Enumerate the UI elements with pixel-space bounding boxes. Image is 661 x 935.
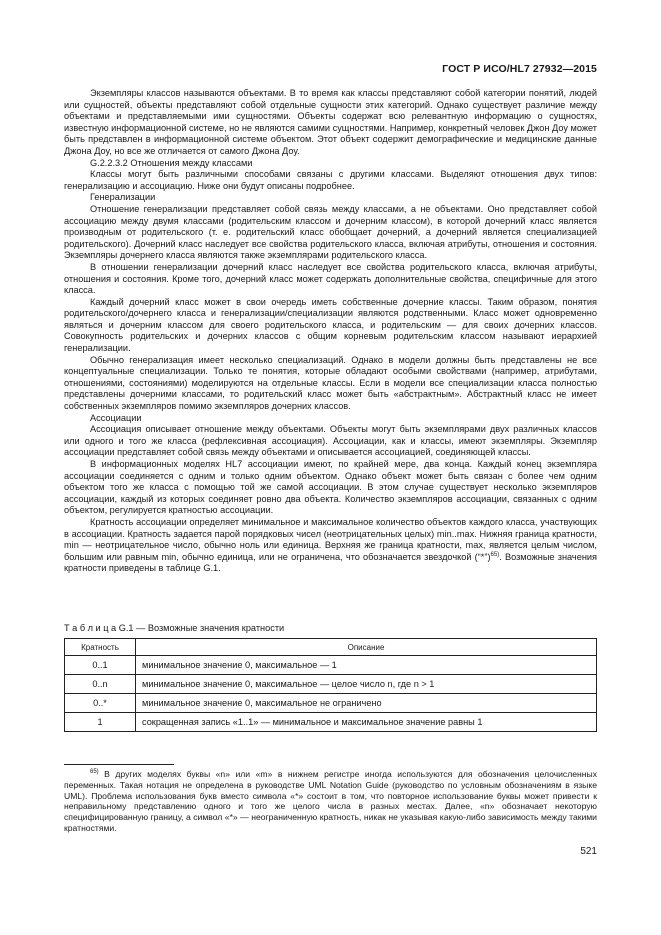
column-header-multiplicity: Кратность bbox=[65, 639, 136, 656]
body-text bbox=[64, 88, 597, 575]
multiplicity-cell: 0..n bbox=[65, 675, 136, 694]
table-row bbox=[65, 656, 597, 675]
footnote-mark: 65) bbox=[90, 769, 99, 776]
footnote-reference: 65) bbox=[490, 551, 500, 558]
table-caption: Т а б л и ц а G.1 — Возможные значения кратности bbox=[64, 623, 285, 633]
footnote bbox=[64, 769, 597, 834]
paragraph: Ассоциация описывает отношение между объектами. Объекты могут быть экземплярами двух различных классов или одного и того же класса (рефлексивная ассоциация). Ассоциации, как и классы, имеют экземпляры. Экземпляр ассоциации представляет собой связь между объектами и описывается ассоциацией, соединяющей классы. bbox=[64, 424, 597, 458]
description-cell: минимальное значение 0, максимальное — целое число n, где n > 1 bbox=[136, 675, 597, 694]
table-row bbox=[65, 713, 597, 732]
paragraph: Каждый дочерний класс может в свои очередь иметь собственные дочерние классы. Таким образом, понятия родительского/дочернего класса и генерализации/специализации являются родственными. Класс может одновременно являться и дочерним классом для своего родительского класса, и родительским — для своих дочерних классов. Совокупность родительских и дочерних классов с общим корневым родительским классом называют иерархией генерализации. bbox=[64, 296, 597, 354]
subheading-associations: Ассоциации bbox=[90, 412, 142, 423]
paragraph: Экземпляры классов называются объектами. В то время как классы представляют собой категории понятий, людей или сущностей, объекты представляют собой отдельные сущности этих категорий. Однако существует различие между объектами и представляемыми ими сущностями. Объекты содержат всю релевантную информацию о сущностях, известную информационной системе, но не являются самими сущностями. Например, конкретный человек Джон Доу может быть представлен в информационной системе объектом. Этот объект содержит демографические и медицинские данные Джона Доу, но все же отличается от самого Джона Доу. bbox=[64, 88, 597, 156]
description-cell: минимальное значение 0, максимальное — 1 bbox=[136, 656, 597, 675]
page-number: 521 bbox=[580, 846, 597, 857]
table-row bbox=[65, 694, 597, 713]
paragraph: Классы могут быть различными способами связаны с другими классами. Выделяют отношения двух типов: генерализацию и ассоциацию. Ниже они будут описаны подробнее. bbox=[64, 169, 597, 191]
section-heading: G.2.2.3.2 Отношения между классами bbox=[90, 157, 253, 168]
document-header: ГОСТ Р ИСО/HL7 27932—2015 bbox=[442, 63, 597, 75]
footnote-separator bbox=[64, 764, 174, 765]
paragraph: Обычно генерализация имеет несколько специализаций. Однако в модели должны быть представлены не все концептуальные специализации. Только те понятия, которые обладают особыми свойствами (например, атрибутами, отношениями, состояниями) моделируются на отдельные классы. Если в модели все специализации класса полностью представлены дочерними классами, то родительский класс может быть «абстрактным». Абстрактный класс не имеет собственных экземпляров помимо экземпляров дочерних классов. bbox=[64, 354, 597, 412]
paragraph: В информационных моделях HL7 ассоциации имеют, по крайней мере, два конца. Каждый конец экземпляра ассоциации соединяется с одним и только одним объектом. Однако объект может быть связан с более чем одним объектом того же класса с помощью той же самой ассоциации. В этом случае существует несколько экземпляров ассоциации, каждый из которых соединяет ровно два объекта. Количество экземпляров ассоциации, связанных с одним объектом, регулируется кратностью ассоциации. bbox=[64, 459, 597, 516]
paragraph: Отношение генерализации представляет собой связь между классами, а не объектами. Оно представляет собой ассоциацию между двумя классами (родительским классом и дочерним классом), в которой дочерний класс является производным от родительского (т. е. родительский класс обобщает дочерний, а дочерний является специализацией родительского). Дочерний класс наследует все свойства родительского класса, включая атрибуты, отношения и состояния. Экземпляры дочернего класса являются также экземплярами родительского класса. bbox=[64, 203, 597, 261]
multiplicity-cell: 0..1 bbox=[65, 656, 136, 675]
subheading-generalizations: Генерализации bbox=[90, 192, 156, 203]
description-cell: минимальное значение 0, максимальное не ограничено bbox=[136, 694, 597, 713]
paragraph-text: . Возможные значения кратности приведены в таблице G.1. bbox=[64, 551, 598, 574]
multiplicity-table bbox=[64, 638, 597, 732]
table-header-row bbox=[65, 639, 597, 656]
column-header-description: Описание bbox=[136, 639, 597, 656]
paragraph bbox=[64, 517, 597, 575]
description-cell: сокращенная запись «1..1» — минимальное и максимальное значение равны 1 bbox=[136, 713, 597, 732]
paragraph-text: Кратность ассоциации определяет минимальное и максимальное количество объектов каждого класса, участвующих в ассоциации. Кратность задается парой порядковых чисел (неотрицательных целых) min..max. Нижняя граница кратности, min — неотрицательное число, обычно ноль или единица. Верхняя же граница кратности, max, является целым числом, большим или равным min, обычно единица, или не ограничена, что обозначается звездочкой (“*”) bbox=[64, 516, 597, 562]
paragraph: В отношении генерализации дочерний класс наследует все свойства родительского класса, включая атрибуты, отношения и состояния. Кроме того, дочерний класс может содержать дополнительные свойства, специфичные для этого класса. bbox=[64, 261, 597, 296]
multiplicity-cell: 1 bbox=[65, 713, 136, 732]
footnote-text: В других моделях буквы «n» или «m» в нижнем регистре иногда используются для обозначения целочисленных переменных. Такая нотация не определена в руководстве UML Notation Guide (руководство по условным обозначениям в языке UML). Проблема использования букв вместо символа «*» состоит в том, что повторное использование буквы может привести к неправильному представлению одного и того же целого числа в разных местах. Далее, «n» обозначает некоторую специфицированную границу, а символ «*» — неограниченную кратность, никак не указывая какую-либо зависимость между такими кратностями. bbox=[64, 769, 597, 833]
multiplicity-cell: 0..* bbox=[65, 694, 136, 713]
table-row bbox=[65, 675, 597, 694]
footnote-paragraph bbox=[64, 769, 597, 834]
